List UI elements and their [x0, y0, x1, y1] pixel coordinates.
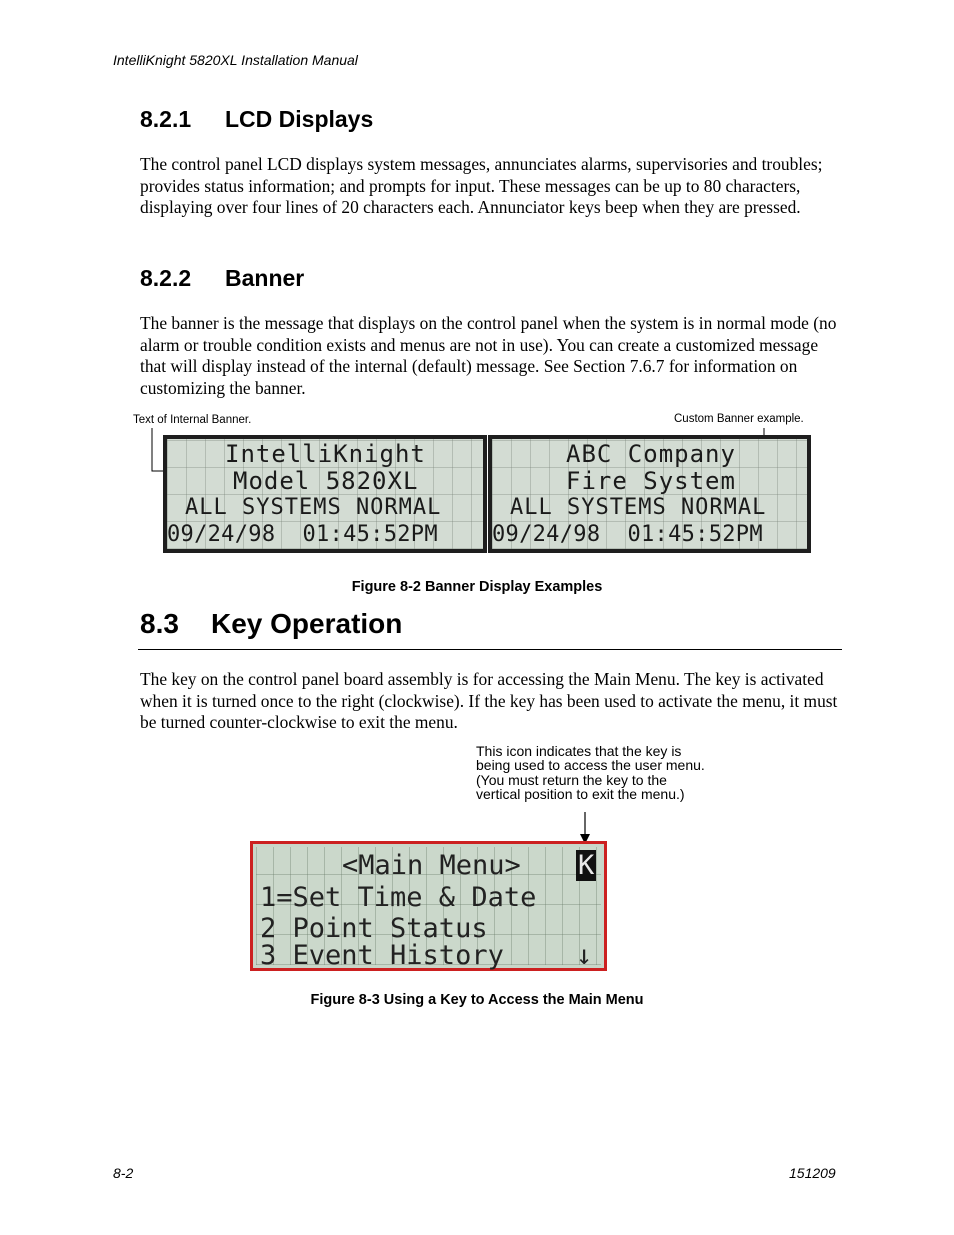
lcd-line: Model 5820XL: [233, 467, 419, 495]
lcd-line: IntelliKnight: [225, 440, 426, 468]
key-icon-note: This icon indicates that the key is being used to access the user menu. (You must return the key to the vertical position to exit the menu.): [476, 743, 705, 803]
lcd-line: ALL SYSTEMS NORMAL: [510, 495, 767, 520]
section-divider: [138, 649, 842, 650]
lcd-line: 1=Set Time & Date: [260, 882, 537, 913]
lcd-line: 09/24/98 01:45:52PM: [492, 522, 763, 547]
banner-paragraph: The banner is the message that displays on the control panel when the system is in normal mode (no alarm or trouble condition exists and menus are not in use). You can create a customized message that will display instead of the internal (default) message. See Section 7.6.7 for information on customizing the banner.: [140, 313, 837, 398]
lcd-line: 3 Event History: [260, 940, 504, 971]
lcd-line: <Main Menu>: [342, 850, 521, 881]
document-number: 151209: [789, 1165, 836, 1181]
lcd-line: 09/24/98 01:45:52PM: [167, 522, 438, 547]
manual-title: IntelliKnight 5820XL Installation Manual: [113, 52, 358, 68]
lcd-displays-paragraph: The control panel LCD displays system messages, annunciates alarms, supervisories and troubles; provides status information; and prompts for input. These messages can be up to 80 characters, displaying over four lines of 20 characters each. Annunciator keys beep when they are pressed.: [140, 154, 823, 218]
down-arrow-icon: ↓: [576, 940, 593, 971]
section-number: 8.3: [140, 608, 179, 639]
figure-8-2-caption: Figure 8-2 Banner Display Examples: [351, 579, 603, 595]
lcd-line: ABC Company: [566, 440, 736, 468]
figure-8-3-caption: Figure 8-3 Using a Key to Access the Main Menu: [310, 992, 644, 1008]
section-number: 8.2.1: [140, 106, 192, 132]
key-icon: K: [578, 850, 595, 881]
lcd-line: Fire System: [566, 467, 736, 495]
key-operation-paragraph: The key on the control panel board assembly is for accessing the Main Menu. The key is activated when it is turned once to the right (clockwise). If the key has been used to activate the menu, it must be turned counter-clockwise to exit the menu.: [140, 669, 838, 733]
custom-banner-lcd: [488, 435, 811, 553]
main-menu-lcd: [250, 841, 607, 971]
section-heading-8-3: [140, 608, 402, 640]
lcd-line: 2 Point Status: [260, 913, 488, 944]
page-number: 8-2: [113, 1165, 134, 1181]
section-title: Key Operation: [211, 608, 403, 639]
custom-banner-label: Custom Banner example.: [674, 413, 804, 425]
lcd-line: ALL SYSTEMS NORMAL: [185, 495, 442, 520]
section-number: 8.2.2: [140, 265, 192, 291]
section-title: Banner: [225, 265, 305, 291]
section-title: LCD Displays: [225, 106, 374, 132]
internal-banner-lcd: [163, 435, 487, 553]
internal-banner-label: Text of Internal Banner.: [133, 414, 252, 426]
